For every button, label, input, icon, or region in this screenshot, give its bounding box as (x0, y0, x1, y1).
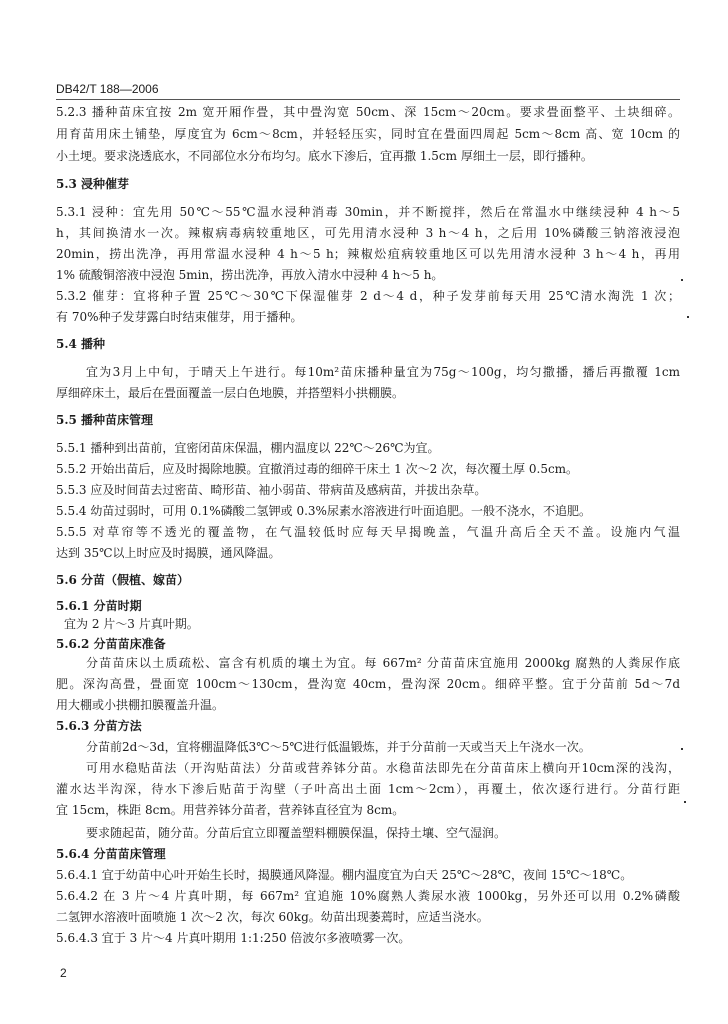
text-line: 5.6.4.3 宜于 3 片～4 片真叶期用 1:1:250 倍波尔多液喷雾一次。 (56, 931, 411, 945)
text-line: 5.2.3 播种苗床宜按 2m 宽开厢作畳，其中畳沟宽 50cm、深 15cm～20cm。要求畳面整平、土块细碎。 (56, 105, 680, 119)
text-line: 1% 硫酸铜溶液中浸泡 5min，捞出洗净，再放入清水中浸种 4 h～5 h。 (56, 268, 444, 282)
text-line: 5.5.3 应及时间苗去过密苗、畸形苗、袖小弱苗、带病苗及感病苗，并拔出杂草。 (56, 483, 487, 497)
text-line: 5.5.5 对草帘等不透光的覆盖物，在气温较低时应每天早揭晚盖，气温升高后全天不盖。设施内气温 (56, 525, 680, 539)
text-line: 用育苗用床土铺垫，厚度宜为 6cm～8cm，并轻轻压实，同时宜在畳面四周起 5cm～8cm 高、宽 10cm 的 (56, 127, 680, 141)
text-line: 小土埂。要求浇透底水，不同部位水分布均匀。底水下渗后，宜再撒 1.5cm 厚细土一层，即行播种。 (56, 149, 593, 163)
text-line: 分苗前2d～3d，宜将棚温降低3℃～5℃进行低温锻炼，并于分苗前一天或当天上午浇水一次。 (86, 740, 591, 754)
scan-speck (681, 748, 683, 750)
text-line: 宜为 2 片～3 片真叶期。 (64, 617, 199, 631)
text-line: 5.6.4.2 在 3 片～4 片真叶期，每 667m² 宜追施 10%腐熟人粪尿水液 1000kg，另外还可以用 0.2%磷酸 (56, 889, 680, 903)
text-line: 用大棚或小拱棚扣膜覆盖升温。 (56, 698, 225, 712)
section-heading: 5.6 分苗（假植、嫁苗） (56, 573, 190, 587)
text-line: 宜 15cm，株距 8cm。用营养钵分苗者，营养钵直径宜为 8cm。 (56, 803, 405, 817)
subsection-heading: 5.6.1 分苗时期 (56, 599, 142, 613)
header-rule (56, 99, 680, 100)
text-line: 肥。深沟高畳，畳面宽 100cm～130cm，畳沟宽 40cm，畳沟深 20cm。细碎平整。宜于分苗前 5d～7d (56, 677, 680, 691)
text-line: 5.3.2 催芽：宜将种子置 25℃～30℃下保湿催芽 2 d～4 d，种子发芽前每天用 25℃清水淘洗 1 次； (56, 289, 680, 303)
text-line: 5.5.4 幼苗过弱时，可用 0.1%磷酸二氢钾或 0.3%尿素水溶液进行叶面追肥。一般不浇水，不追肥。 (56, 504, 591, 518)
text-line: 5.5.2 开始出苗后，应及时揭除地膜。宜撤消过毒的细碎干床土 1 次～2 次，每次覆土厚 0.5cm。 (56, 462, 579, 476)
text-line: 二氢钾水溶液叶面喷施 1 次～2 次，每次 60kg。幼苗出现萎蔫时，应适当浇水。 (56, 910, 489, 924)
scan-speck (681, 279, 683, 281)
scan-speck (687, 316, 689, 318)
page-number: 2 (60, 966, 67, 980)
subsection-heading: 5.6.3 分苗方法 (56, 719, 142, 733)
text-line: 宜为3月上中旬，于晴天上午进行。每10m²苗床播种量宜为75g～100g，均匀撒播，播后再撒覆 1cm (86, 365, 680, 379)
text-line: 要求随起苗，随分苗。分苗后宜立即覆盖塑料棚膜保温，保持土壤、空气湿润。 (86, 826, 507, 840)
section-heading: 5.4 播种 (56, 337, 106, 351)
text-line: h，其间换清水一次。辣椒病毒病较重地区，可先用清水浸种 3 h～4 h，之后用 10%磷酸三钠溶液浸泡 (56, 226, 680, 240)
standard-number: DB42/T 188—2006 (56, 82, 159, 96)
text-line: 可用水稳贴苗法（开沟贴苗法）分苗或营养钵分苗。水稳苗法即先在分苗苗床上横向开10cm深的浅沟， (86, 761, 680, 775)
section-heading: 5.5 播种苗床管理 (56, 413, 154, 427)
text-line: 5.5.1 播种到出苗前，宜密闭苗床保温，棚内温度以 22℃～26℃为宜。 (56, 441, 440, 455)
text-line: 灌水达半沟深，待水下渗后贴苗于沟壁（子叶高出土面 1cm～2cm），再覆土，依次逐行进行。分苗行距 (56, 782, 680, 796)
text-line: 5.3.1 浸种：宜先用 50℃～55℃温水浸种消毒 30min，并不断搅拌，然后在常温水中继续浸种 4 h～5 (56, 205, 680, 219)
text-line: 达到 35℃以上时应及时揭膜，通风降温。 (56, 546, 281, 560)
scan-speck (684, 801, 686, 803)
section-heading: 5.3 浸种催芽 (56, 177, 130, 191)
subsection-heading: 5.6.2 分苗苗床准备 (56, 637, 166, 651)
text-line: 分苗苗床以土质疏松、富含有机质的壤土为宜。每 667m² 分苗苗床宜施用 2000kg 腐熟的人粪尿作底 (86, 656, 680, 670)
subsection-heading: 5.6.4 分苗苗床管理 (56, 847, 166, 861)
text-line: 有 70%种子发芽露白时结束催芽，用于播种。 (56, 310, 303, 324)
text-line: 厚细碎床土，最后在畳面覆盖一层白色地膜，并搭塑料小拱棚膜。 (56, 386, 405, 400)
text-line: 5.6.4.1 宜于幼苗中心叶开始生长时，揭膜通风降湿。棚内温度宜为白天 25℃～28℃，夜间 15℃～18℃。 (56, 868, 633, 882)
text-line: 20min，捞出洗净，再用常温水浸种 4 h～5 h；辣椒炂疽病较重地区可以先用清水浸种 3 h～4 h，再用 (56, 247, 680, 261)
